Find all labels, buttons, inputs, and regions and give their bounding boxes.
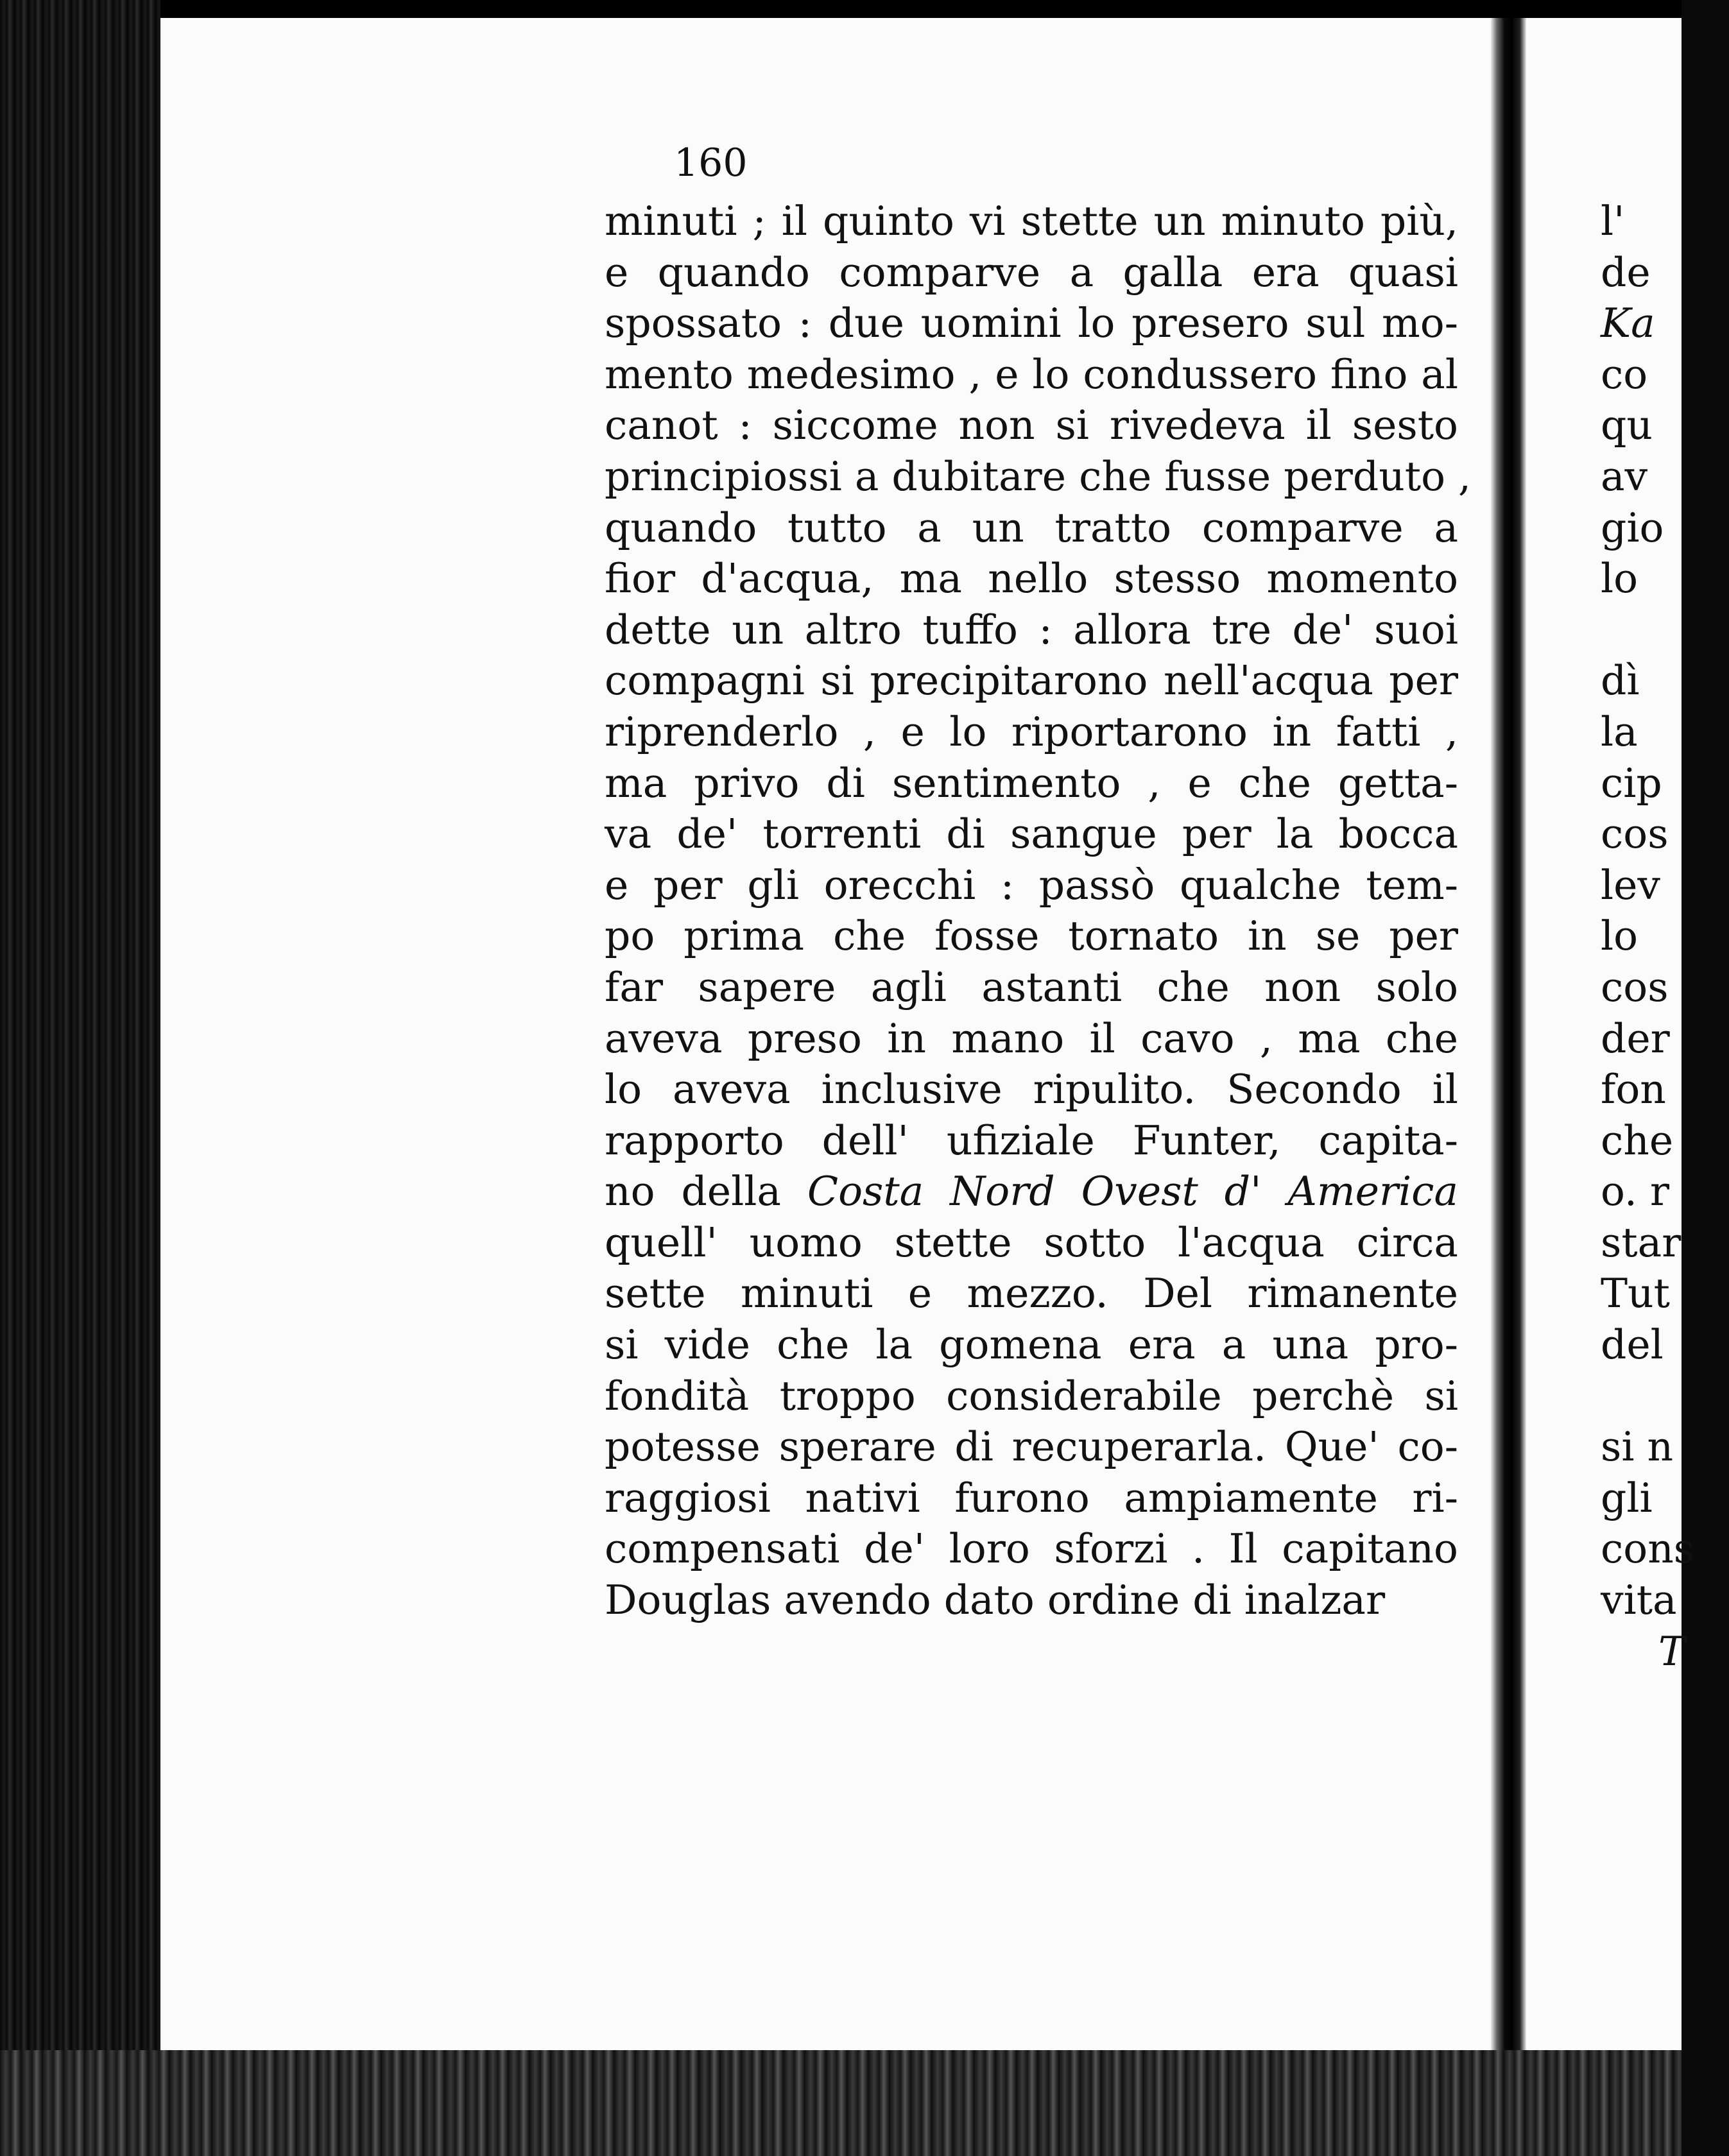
facing-fragment: fon xyxy=(1601,1066,1666,1113)
text-line: riprenderlo , e lo riportarono in fatti , xyxy=(605,708,1458,755)
text-line: compagni si precipitarono nell'acqua per xyxy=(605,657,1458,705)
text-line-with-italic xyxy=(605,1166,1458,1217)
text-line: po prima che fosse tornato in se per xyxy=(605,912,1458,960)
scan-bottom-edge xyxy=(0,2050,1682,2156)
text-line: rapporto dell' ufiziale Funter, capita- xyxy=(605,1116,1458,1164)
text-line: potesse sperare di recuperarla. Que' co- xyxy=(605,1423,1458,1471)
facing-fragment: la xyxy=(1601,708,1638,755)
facing-fragment: de xyxy=(1601,248,1651,296)
facing-fragment: star xyxy=(1601,1219,1682,1266)
facing-fragment: gli xyxy=(1601,1474,1653,1521)
text-line: mento medesimo , e lo condussero fino al xyxy=(605,350,1458,398)
facing-fragment: der xyxy=(1601,1014,1670,1062)
facing-page-fragments xyxy=(1601,196,1729,1677)
facing-fragment: o. r xyxy=(1601,1168,1669,1215)
text-line: fior d'acqua, ma nello stesso momento xyxy=(605,555,1458,603)
text-line: sette minuti e mezzo. Del rimanente xyxy=(605,1270,1458,1317)
text-line: lo aveva inclusive ripulito. Secondo il xyxy=(605,1066,1458,1113)
facing-fragment: lev xyxy=(1601,861,1661,909)
facing-fragment: lo xyxy=(1601,912,1639,960)
facing-fragment: co xyxy=(1601,350,1648,398)
text-line: canot : siccome non si rivedeva il sesto xyxy=(605,402,1458,449)
facing-fragment: si n xyxy=(1601,1423,1674,1471)
text-line: far sapere agli astanti che non solo xyxy=(605,963,1458,1011)
facing-fragment: del xyxy=(1601,1321,1664,1369)
facing-fragment: vita xyxy=(1601,1577,1677,1624)
facing-fragment: lo xyxy=(1601,555,1639,603)
facing-fragment: gio xyxy=(1601,504,1664,551)
facing-fragment xyxy=(1601,604,1729,656)
text-line: spossato : due uomini lo presero sul mo- xyxy=(605,300,1458,347)
text-line: va de' torrenti di sangue per la bocca xyxy=(605,810,1458,858)
facing-fragment: dì xyxy=(1601,657,1640,705)
text-line: Douglas avendo dato ordine di inalzar xyxy=(605,1577,1386,1624)
facing-footer-fragment: T xyxy=(1658,1627,1686,1675)
text-line: dette un altro tuffo : allora tre de' suoi xyxy=(605,606,1458,653)
facing-fragment: l' xyxy=(1601,198,1625,244)
book-binding xyxy=(0,0,160,2156)
text-line: quando tutto a un tratto comparve a xyxy=(605,504,1458,551)
text-line: compensati de' loro sforzi . Il capitano xyxy=(605,1525,1458,1573)
facing-fragment: cos xyxy=(1601,963,1669,1011)
text-line: si vide che la gomena era a una pro- xyxy=(605,1321,1458,1369)
facing-fragment: cos xyxy=(1601,810,1669,858)
facing-fragment: Ka xyxy=(1601,300,1655,347)
text-line: raggiosi nativi furono ampiamente ri- xyxy=(605,1474,1458,1521)
facing-fragment: av xyxy=(1601,452,1648,500)
text-line: e quando comparve a galla era quasi xyxy=(605,248,1458,296)
facing-fragment: qu xyxy=(1601,402,1653,449)
facing-fragment xyxy=(1601,1371,1729,1422)
text-line: e per gli orecchi : passò qualche tem- xyxy=(605,861,1458,909)
text-line: aveva preso in mano il cavo , ma che xyxy=(605,1014,1458,1062)
text-line: ma privo di sentimento , e che getta- xyxy=(605,759,1458,807)
facing-fragment: Tut xyxy=(1601,1270,1670,1317)
body-text xyxy=(605,196,1472,1626)
text-line: minuti ; il quinto vi stette un minuto più, xyxy=(605,198,1458,244)
facing-fragment: cons xyxy=(1601,1525,1695,1573)
page-number: 160 xyxy=(674,141,748,185)
text-line-lead: no della xyxy=(605,1168,807,1215)
text-line: principiossi a dubitare che fusse perduto , xyxy=(605,452,1472,500)
scan-top-edge xyxy=(0,0,1682,18)
italic-place-name: Costa Nord Ovest d' America xyxy=(807,1168,1458,1215)
page-gutter xyxy=(1490,18,1526,2050)
text-line: fondità troppo considerabile perchè si xyxy=(605,1372,1458,1419)
text-line: quell' uomo stette sotto l'acqua circa xyxy=(605,1219,1458,1266)
facing-fragment: cip xyxy=(1601,759,1662,807)
facing-fragment: che xyxy=(1601,1116,1674,1164)
